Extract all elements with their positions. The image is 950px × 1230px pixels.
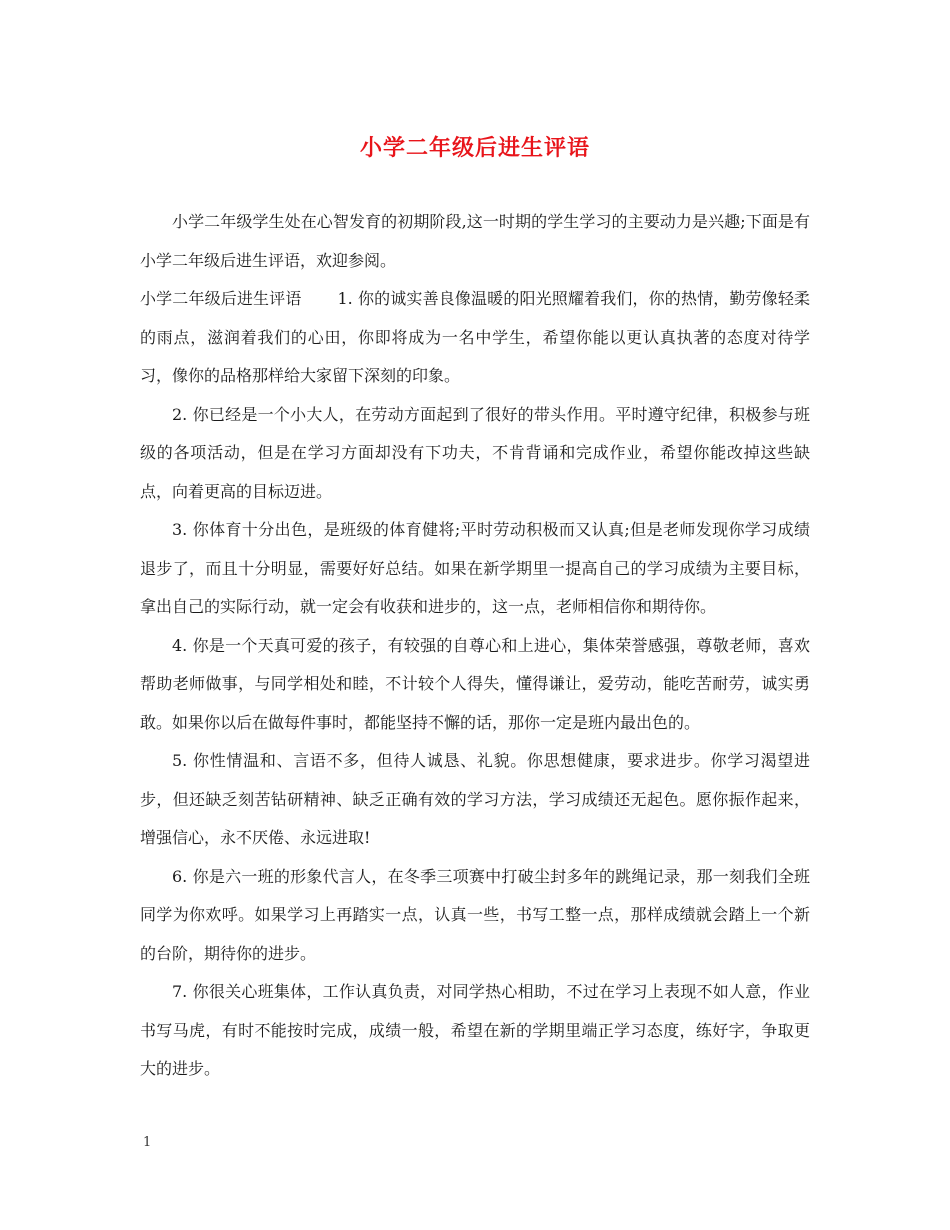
comment-paragraph-4: 4. 你是一个天真可爱的孩子，有较强的自尊心和上进心，集体荣誉感强，尊敬老师，喜欢帮助老师做事，与同学相处和睦，不计较个人得失，懂得谦让，爱劳动，能吃苦耐劳，诚实勇敢。如果你以后在做每件事时，都能坚持不懈的话，那你一定是班内最出色的。: [140, 635, 810, 732]
comment-paragraph-7: 7. 你很关心班集体，工作认真负责，对同学热心相助，不过在学习上表现不如人意，作业书写马虎，有时不能按时完成，成绩一般，希望在新的学期里端正学习态度，练好字，争取更大的进步。: [140, 982, 810, 1078]
comment-paragraph-3: 3. 你体育十分出色，是班级的体育健将;平时劳动积极而又认真;但是老师发现你学习成绩退步了，而且十分明显，需要好好总结。如果在新学期里一提高自己的学习成绩为主要目标，拿出自己的实际行动，就一定会有收获和进步的，这一点，老师相信你和期待你。: [140, 520, 810, 616]
comment-1: 1. 你的诚实善良像温暖的阳光照耀着我们，你的热情，勤劳像轻柔的雨点，滋润着我们的心田，你即将成为一名中学生，希望你能以更认真执著的态度对待学习，像你的品格那样给大家留下深刻的印象。: [140, 289, 810, 385]
comment-paragraph-2: 2. 你已经是一个小大人，在劳动方面起到了很好的带头作用。平时遵守纪律，积极参与班级的各项活动，但是在学习方面却没有下功夫，不肯背诵和完成作业，希望你能改掉这些缺点，向着更高的目标迈进。: [140, 404, 810, 501]
document-title: 小学二年级后进生评语: [359, 135, 590, 161]
page-number: 1: [143, 1135, 152, 1150]
document-body: [140, 203, 810, 1089]
comment-paragraph-5: 5. 你性情温和、言语不多，但待人诚恳、礼貌。你思想健康，要求进步。你学习渴望进步，但还缺乏刻苦钻研精神、缺乏正确有效的学习方法，学习成绩还无起色。愿你振作起来，增强信心，永不厌倦、永远进取!: [140, 751, 810, 847]
section-heading: 小学二年级后进生评语: [140, 289, 302, 308]
comment-paragraph-1: [140, 280, 810, 396]
intro-paragraph: 小学二年级学生处在心智发育的初期阶段,这一时期的学生学习的主要动力是兴趣;下面是有小学二年级后进生评语，欢迎参阅。: [140, 212, 810, 270]
comment-paragraph-6: 6. 你是六一班的形象代言人，在冬季三项赛中打破尘封多年的跳绳记录，那一刻我们全班同学为你欢呼。如果学习上再踏实一点，认真一些，书写工整一点，那样成绩就会踏上一个新的台阶，期待你的进步。: [140, 866, 810, 963]
